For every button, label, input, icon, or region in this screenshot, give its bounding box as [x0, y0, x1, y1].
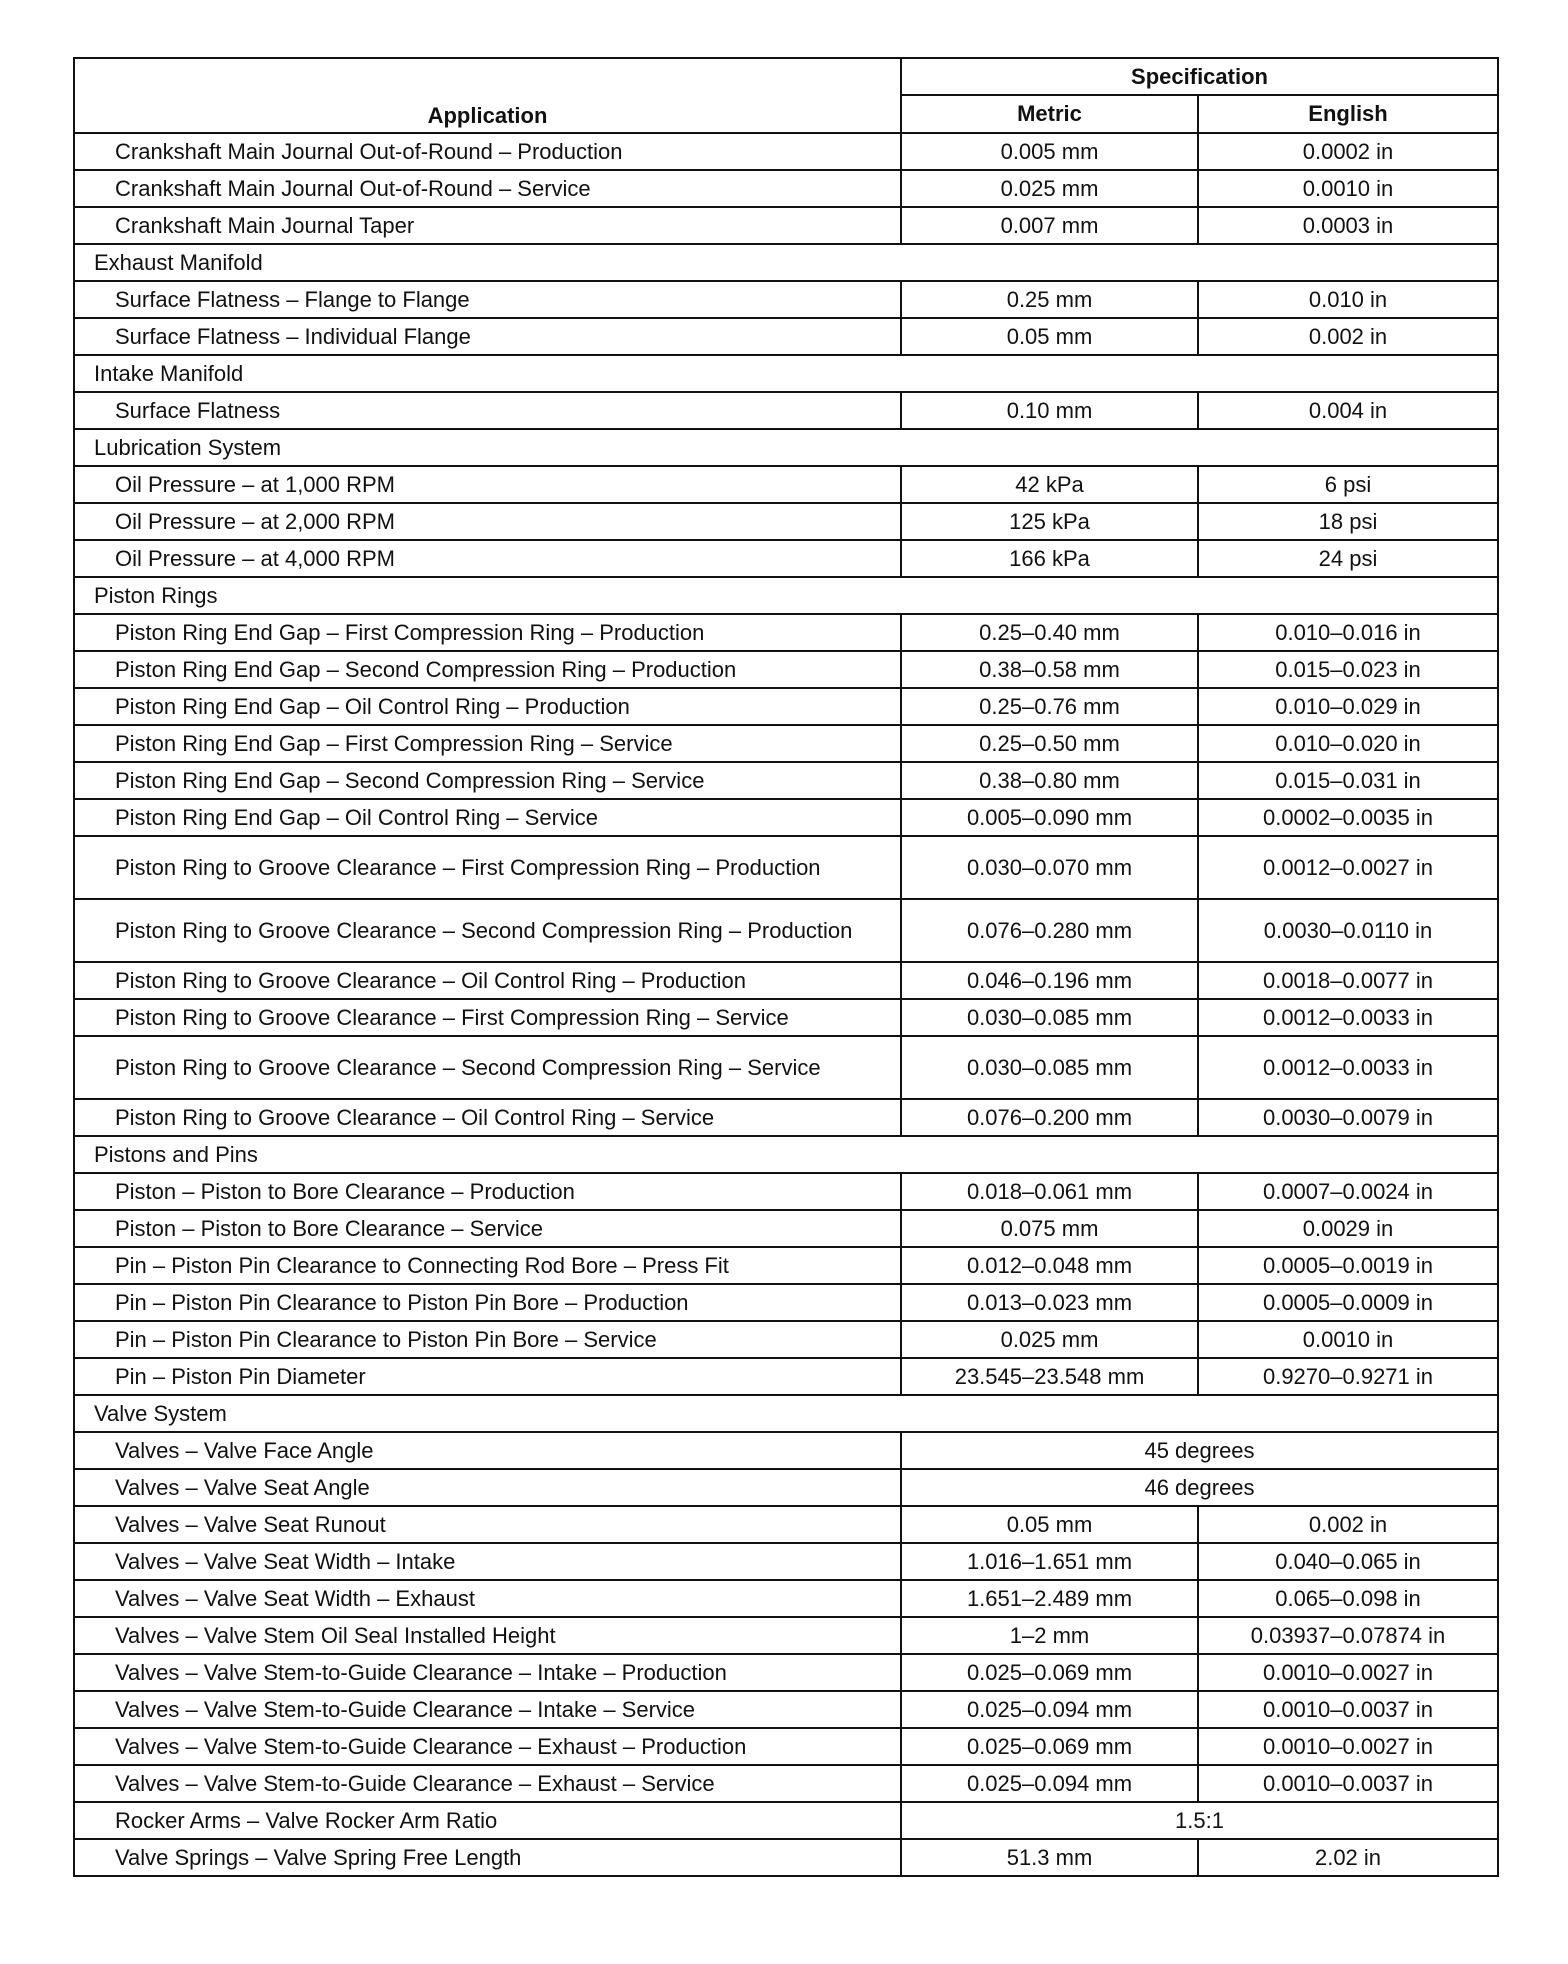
- metric-value-cell: 1.651–2.489 mm: [901, 1580, 1198, 1617]
- table-row: [74, 1580, 1498, 1617]
- table-row: [74, 170, 1498, 207]
- metric-header: Metric: [901, 95, 1198, 133]
- metric-value-cell: 0.030–0.085 mm: [901, 1036, 1198, 1099]
- metric-value-cell: 166 kPa: [901, 540, 1198, 577]
- application-cell: Oil Pressure – at 2,000 RPM: [74, 503, 901, 540]
- english-value-cell: 0.0010–0.0037 in: [1198, 1691, 1498, 1728]
- table-row: [74, 725, 1498, 762]
- metric-value-cell: 0.025 mm: [901, 1321, 1198, 1358]
- metric-value-cell: 51.3 mm: [901, 1839, 1198, 1876]
- english-value-cell: 24 psi: [1198, 540, 1498, 577]
- section-heading: Valve System: [74, 1395, 1498, 1432]
- table-row: [74, 1358, 1498, 1395]
- metric-value-cell: 0.076–0.200 mm: [901, 1099, 1198, 1136]
- table-row: [74, 1728, 1498, 1765]
- metric-value-cell: 0.025 mm: [901, 170, 1198, 207]
- application-cell: Crankshaft Main Journal Taper: [74, 207, 901, 244]
- english-value-cell: 0.065–0.098 in: [1198, 1580, 1498, 1617]
- application-cell: Piston Ring End Gap – First Compression Ring – Service: [74, 725, 901, 762]
- metric-value-cell: 0.025–0.094 mm: [901, 1691, 1198, 1728]
- table-row: [74, 999, 1498, 1036]
- metric-value-cell: 0.38–0.58 mm: [901, 651, 1198, 688]
- metric-value-cell: 0.005 mm: [901, 133, 1198, 170]
- table-row: [74, 466, 1498, 503]
- table-row: [74, 688, 1498, 725]
- english-value-cell: 0.0012–0.0033 in: [1198, 1036, 1498, 1099]
- application-cell: Surface Flatness – Flange to Flange: [74, 281, 901, 318]
- table-row: [74, 1543, 1498, 1580]
- application-cell: Piston Ring End Gap – Second Compression Ring – Production: [74, 651, 901, 688]
- table-row: [74, 540, 1498, 577]
- english-value-cell: 0.0002–0.0035 in: [1198, 799, 1498, 836]
- application-cell: Surface Flatness – Individual Flange: [74, 318, 901, 355]
- application-cell: Valves – Valve Seat Width – Exhaust: [74, 1580, 901, 1617]
- application-cell: Valves – Valve Seat Width – Intake: [74, 1543, 901, 1580]
- section-row: [74, 355, 1498, 392]
- english-value-cell: 0.0030–0.0110 in: [1198, 899, 1498, 962]
- application-cell: Valves – Valve Stem-to-Guide Clearance – Exhaust – Production: [74, 1728, 901, 1765]
- table-row: [74, 1173, 1498, 1210]
- table-row: [74, 1036, 1498, 1099]
- application-cell: Rocker Arms – Valve Rocker Arm Ratio: [74, 1802, 901, 1839]
- application-cell: Piston Ring to Groove Clearance – First Compression Ring – Production: [74, 836, 901, 899]
- section-row: [74, 1136, 1498, 1173]
- english-value-cell: 0.002 in: [1198, 1506, 1498, 1543]
- section-heading: Pistons and Pins: [74, 1136, 1498, 1173]
- metric-value-cell: 0.013–0.023 mm: [901, 1284, 1198, 1321]
- application-cell: Oil Pressure – at 4,000 RPM: [74, 540, 901, 577]
- table-row: [74, 1691, 1498, 1728]
- table-row: [74, 962, 1498, 999]
- application-cell: Piston Ring End Gap – Oil Control Ring – Service: [74, 799, 901, 836]
- table-row: [74, 133, 1498, 170]
- english-value-cell: 0.0003 in: [1198, 207, 1498, 244]
- table-row: [74, 1284, 1498, 1321]
- english-value-cell: 0.0012–0.0033 in: [1198, 999, 1498, 1036]
- table-row: [74, 614, 1498, 651]
- application-cell: Pin – Piston Pin Clearance to Piston Pin Bore – Service: [74, 1321, 901, 1358]
- table-row: [74, 1765, 1498, 1802]
- english-value-cell: 0.03937–0.07874 in: [1198, 1617, 1498, 1654]
- english-value-cell: 0.0012–0.0027 in: [1198, 836, 1498, 899]
- application-cell: Piston Ring End Gap – First Compression Ring – Production: [74, 614, 901, 651]
- metric-value-cell: 1–2 mm: [901, 1617, 1198, 1654]
- english-value-cell: 0.010–0.029 in: [1198, 688, 1498, 725]
- table-row: [74, 1506, 1498, 1543]
- application-cell: Piston Ring to Groove Clearance – First Compression Ring – Service: [74, 999, 901, 1036]
- english-value-cell: 6 psi: [1198, 466, 1498, 503]
- metric-value-cell: 0.25–0.40 mm: [901, 614, 1198, 651]
- table-row: [74, 836, 1498, 899]
- application-cell: Piston Ring to Groove Clearance – Second Compression Ring – Production: [74, 899, 901, 962]
- english-value-cell: 0.004 in: [1198, 392, 1498, 429]
- application-cell: Valves – Valve Stem Oil Seal Installed Height: [74, 1617, 901, 1654]
- english-value-cell: 0.0010–0.0037 in: [1198, 1765, 1498, 1802]
- metric-value-cell: 0.025–0.069 mm: [901, 1654, 1198, 1691]
- application-cell: Crankshaft Main Journal Out-of-Round – Service: [74, 170, 901, 207]
- table-row: [74, 1432, 1498, 1469]
- metric-value-cell: 0.076–0.280 mm: [901, 899, 1198, 962]
- table-row: [74, 1839, 1498, 1876]
- table-row: [74, 1469, 1498, 1506]
- metric-value-cell: 0.046–0.196 mm: [901, 962, 1198, 999]
- english-value-cell: 18 psi: [1198, 503, 1498, 540]
- metric-value-cell: 0.012–0.048 mm: [901, 1247, 1198, 1284]
- english-value-cell: 0.0010–0.0027 in: [1198, 1654, 1498, 1691]
- table-row: [74, 281, 1498, 318]
- application-cell: Pin – Piston Pin Diameter: [74, 1358, 901, 1395]
- english-value-cell: 0.0029 in: [1198, 1210, 1498, 1247]
- table-row: [74, 651, 1498, 688]
- table-row: [74, 1321, 1498, 1358]
- spec-value-cell: 1.5:1: [901, 1802, 1498, 1839]
- application-cell: Pin – Piston Pin Clearance to Connecting Rod Bore – Press Fit: [74, 1247, 901, 1284]
- application-cell: Valves – Valve Face Angle: [74, 1432, 901, 1469]
- metric-value-cell: 0.025–0.094 mm: [901, 1765, 1198, 1802]
- metric-value-cell: 0.005–0.090 mm: [901, 799, 1198, 836]
- metric-value-cell: 23.545–23.548 mm: [901, 1358, 1198, 1395]
- english-value-cell: 0.0018–0.0077 in: [1198, 962, 1498, 999]
- metric-value-cell: 0.007 mm: [901, 207, 1198, 244]
- table-row: [74, 1247, 1498, 1284]
- section-heading: Exhaust Manifold: [74, 244, 1498, 281]
- english-value-cell: 0.0010 in: [1198, 170, 1498, 207]
- metric-value-cell: 0.075 mm: [901, 1210, 1198, 1247]
- table-row: [74, 899, 1498, 962]
- metric-value-cell: 0.030–0.085 mm: [901, 999, 1198, 1036]
- application-cell: Valves – Valve Stem-to-Guide Clearance – Intake – Service: [74, 1691, 901, 1728]
- specification-header: Specification: [901, 58, 1498, 95]
- english-value-cell: 2.02 in: [1198, 1839, 1498, 1876]
- section-heading: Lubrication System: [74, 429, 1498, 466]
- metric-value-cell: 0.05 mm: [901, 318, 1198, 355]
- section-heading: Intake Manifold: [74, 355, 1498, 392]
- english-value-cell: 0.0002 in: [1198, 133, 1498, 170]
- section-row: [74, 1395, 1498, 1432]
- table-row: [74, 1654, 1498, 1691]
- spec-value-cell: 46 degrees: [901, 1469, 1498, 1506]
- section-row: [74, 244, 1498, 281]
- table-row: [74, 1099, 1498, 1136]
- metric-value-cell: 42 kPa: [901, 466, 1198, 503]
- metric-value-cell: 0.25–0.76 mm: [901, 688, 1198, 725]
- application-cell: Oil Pressure – at 1,000 RPM: [74, 466, 901, 503]
- table-row: [74, 1802, 1498, 1839]
- english-value-cell: 0.010–0.016 in: [1198, 614, 1498, 651]
- metric-value-cell: 0.030–0.070 mm: [901, 836, 1198, 899]
- application-cell: Surface Flatness: [74, 392, 901, 429]
- section-heading: Piston Rings: [74, 577, 1498, 614]
- english-value-cell: 0.0005–0.0009 in: [1198, 1284, 1498, 1321]
- application-cell: Piston Ring to Groove Clearance – Oil Control Ring – Service: [74, 1099, 901, 1136]
- table-body: [74, 133, 1498, 1876]
- application-cell: Piston – Piston to Bore Clearance – Service: [74, 1210, 901, 1247]
- metric-value-cell: 0.025–0.069 mm: [901, 1728, 1198, 1765]
- metric-value-cell: 1.016–1.651 mm: [901, 1543, 1198, 1580]
- english-header: English: [1198, 95, 1498, 133]
- metric-value-cell: 0.05 mm: [901, 1506, 1198, 1543]
- table-row: [74, 762, 1498, 799]
- english-value-cell: 0.0005–0.0019 in: [1198, 1247, 1498, 1284]
- section-row: [74, 577, 1498, 614]
- application-cell: Piston Ring to Groove Clearance – Second Compression Ring – Service: [74, 1036, 901, 1099]
- table-row: [74, 318, 1498, 355]
- english-value-cell: 0.0010 in: [1198, 1321, 1498, 1358]
- metric-value-cell: 0.018–0.061 mm: [901, 1173, 1198, 1210]
- metric-value-cell: 0.25 mm: [901, 281, 1198, 318]
- metric-value-cell: 0.10 mm: [901, 392, 1198, 429]
- spec-value-cell: 45 degrees: [901, 1432, 1498, 1469]
- application-cell: Piston Ring End Gap – Second Compression Ring – Service: [74, 762, 901, 799]
- english-value-cell: 0.010 in: [1198, 281, 1498, 318]
- application-header: Application: [74, 58, 901, 133]
- application-cell: Piston Ring to Groove Clearance – Oil Control Ring – Production: [74, 962, 901, 999]
- application-cell: Piston Ring End Gap – Oil Control Ring – Production: [74, 688, 901, 725]
- specification-table: [73, 57, 1499, 1877]
- application-cell: Piston – Piston to Bore Clearance – Production: [74, 1173, 901, 1210]
- metric-value-cell: 125 kPa: [901, 503, 1198, 540]
- table-row: [74, 1617, 1498, 1654]
- table-row: [74, 503, 1498, 540]
- header-row: [74, 58, 1498, 95]
- english-value-cell: 0.040–0.065 in: [1198, 1543, 1498, 1580]
- english-value-cell: 0.002 in: [1198, 318, 1498, 355]
- application-cell: Valve Springs – Valve Spring Free Length: [74, 1839, 901, 1876]
- application-cell: Valves – Valve Seat Angle: [74, 1469, 901, 1506]
- metric-value-cell: 0.38–0.80 mm: [901, 762, 1198, 799]
- english-value-cell: 0.9270–0.9271 in: [1198, 1358, 1498, 1395]
- application-cell: Pin – Piston Pin Clearance to Piston Pin Bore – Production: [74, 1284, 901, 1321]
- english-value-cell: 0.015–0.031 in: [1198, 762, 1498, 799]
- application-cell: Valves – Valve Stem-to-Guide Clearance – Exhaust – Service: [74, 1765, 901, 1802]
- section-row: [74, 429, 1498, 466]
- english-value-cell: 0.0030–0.0079 in: [1198, 1099, 1498, 1136]
- table-row: [74, 207, 1498, 244]
- english-value-cell: 0.0007–0.0024 in: [1198, 1173, 1498, 1210]
- application-cell: Valves – Valve Stem-to-Guide Clearance – Intake – Production: [74, 1654, 901, 1691]
- application-cell: Crankshaft Main Journal Out-of-Round – Production: [74, 133, 901, 170]
- application-cell: Valves – Valve Seat Runout: [74, 1506, 901, 1543]
- metric-value-cell: 0.25–0.50 mm: [901, 725, 1198, 762]
- table-row: [74, 799, 1498, 836]
- english-value-cell: 0.0010–0.0027 in: [1198, 1728, 1498, 1765]
- table-row: [74, 392, 1498, 429]
- english-value-cell: 0.015–0.023 in: [1198, 651, 1498, 688]
- english-value-cell: 0.010–0.020 in: [1198, 725, 1498, 762]
- table-row: [74, 1210, 1498, 1247]
